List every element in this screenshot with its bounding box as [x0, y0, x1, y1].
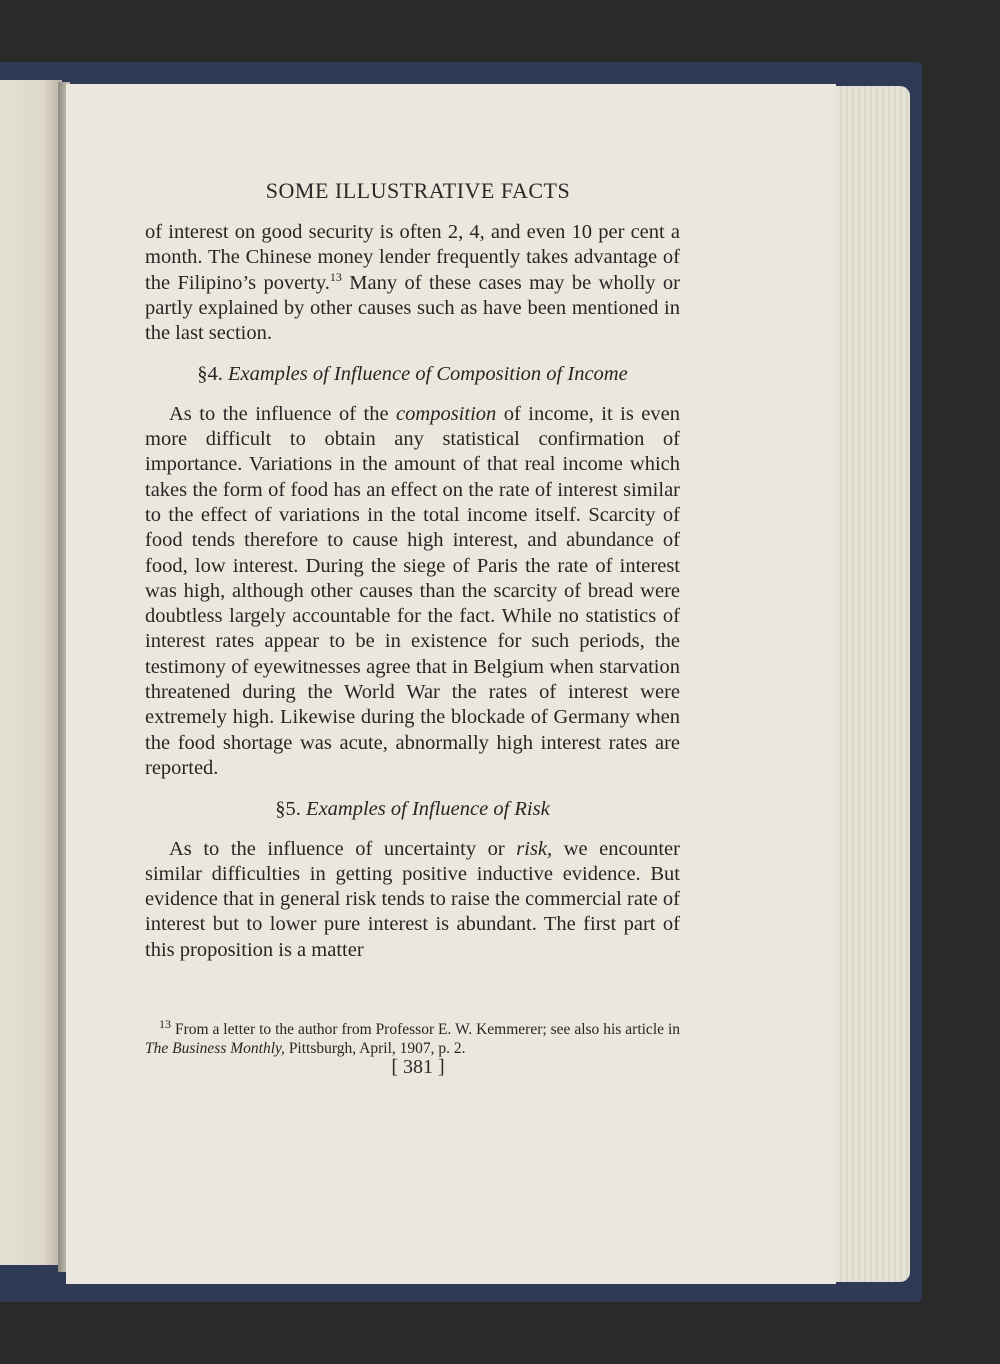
paragraph-composition: As to the influence of the composition of income, it is even more difficult to obtain any statistical confirmation of importance. Variations in the amount of that real income which takes the form of food has an effect on the rate of interest similar to the effect of variations in the total income itself. Scarcity of food tends therefore to cause high interest, and abundance of food, low interest. During the siege of Paris the rate of interest was high, although other causes than the scarcity of bread were doubtless largely accountable for the fact. While no statistics of interest rates appear to be in existence for such periods, the testimony of eyewitnesses agree that in Belgium when starvation threatened during the World War the rates of interest were extremely high. Likewise during the blockade of Germany when the food shortage was acute, abnormally high interest rates are reported. — [145, 402, 680, 779]
footnote-ref: 13 — [329, 269, 342, 284]
section-heading-4: §4. Examples of Influence of Composition of Income — [197, 363, 628, 386]
body-text — [145, 220, 680, 963]
page-edges — [830, 86, 910, 1282]
footnote-mark: 13 — [159, 1016, 171, 1031]
paragraph-risk: As to the influence of uncertainty or risk, we encounter similar difficulties in getting positive inductive evidence. But evidence that in general risk tends to raise the commercial rate of interest but to lower pure interest is abundant. The first part of this proposition is a matter — [145, 837, 680, 961]
left-facing-page — [0, 80, 62, 1265]
footnote: $^{13}$ From a letter to the author from Professor E. W. Kemmerer; see also his article in The Business Monthly, Pittsburgh, April, 1907, p. 2. — [145, 1016, 680, 1057]
section-heading-5: §5. Examples of Influence of Risk — [275, 798, 550, 821]
paragraph-continuation: of interest on good security is often 2, 4, and even 10 per cent a month. The Chinese money lender frequently takes advantage of the Filipino’s poverty.$^{13}$ Many of these cases may be wholly or partly explained by other causes such as have been mentioned in the last section. — [145, 221, 680, 345]
running-head: SOME ILLUSTRATIVE FACTS — [265, 178, 571, 203]
page-number: [ 381 ] — [391, 1056, 445, 1078]
